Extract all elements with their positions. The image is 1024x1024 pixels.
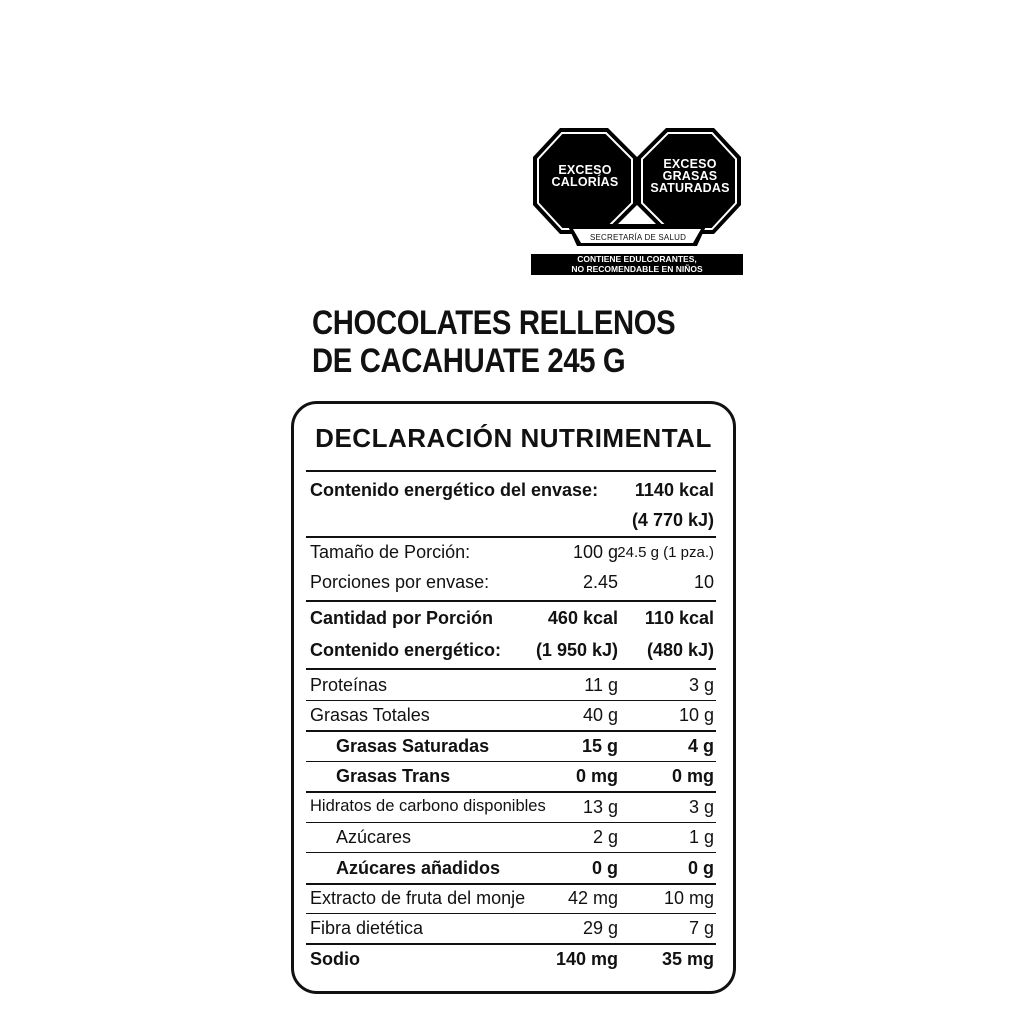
product-title-line: DE CACAHUATE 245 G [312,342,626,380]
health-secretariat-label: SECRETARÍA DE SALUD [589,233,687,242]
warning-seals [531,126,743,276]
nutrient-label: Grasas Totales [310,705,430,725]
energy-content-value-portion: (480 kJ) [646,640,714,660]
portions-value-100g: 2.45 [582,572,618,592]
divider [306,761,716,762]
nutrient-value-100g: 0 g [591,858,618,878]
nutrient-value-100g: 15 g [581,736,618,756]
nutrition-facts-panel [291,401,736,994]
serving-label: Tamaño de Porción: [310,542,471,562]
quantity-value-portion: 110 kcal [644,608,714,628]
warning-line: NO RECOMENDABLE EN NIÑOS [571,263,703,274]
nutrient-label: Azúcares añadidos [336,858,501,878]
nutrient-value-portion: 3 g [688,797,714,817]
nutrient-value-portion: 0 mg [671,766,714,786]
divider [306,600,716,602]
nutrient-value-100g: 140 mg [555,949,618,969]
seal-text-line: SATURADAS [650,181,730,195]
seal-excess-calories [543,164,627,188]
nutrient-value-portion: 3 g [688,675,714,695]
portions-label: Porciones por envase: [310,572,490,592]
nutrient-value-100g: 42 mg [567,888,618,908]
nutrient-value-100g: 13 g [582,797,618,817]
divider [306,536,716,538]
energy-content-value-100g: (1 950 kJ) [535,640,618,660]
nutrient-label: Fibra dietética [310,918,424,938]
seal-text-line: EXCESO [663,157,717,171]
divider [306,791,716,793]
nutrient-label: Sodio [310,949,360,969]
quantity-value-100g: 460 kcal [547,608,618,628]
divider [306,470,716,472]
nutrient-value-portion: 10 g [678,705,714,725]
serving-value-100g: 100 g [572,542,618,562]
nutrient-value-portion: 1 g [688,827,714,847]
nutrient-label: Grasas Trans [336,766,451,786]
product-title [312,304,675,380]
energy-kcal: 1140 kcal [634,480,714,500]
divider [306,700,716,701]
warning-line: CONTIENE EDULCORANTES, [577,254,697,264]
product-title-line: CHOCOLATES RELLENOS [312,304,676,342]
nutrient-label: Hidratos de carbono disponibles [310,797,546,815]
nutrient-label: Azúcares [336,827,412,847]
nutrient-value-portion: 0 g [687,858,714,878]
divider [306,883,716,885]
divider [306,913,716,914]
serving-value-portion: 24.5 g (1 pza.) [617,544,714,561]
nutrient-value-100g: 40 g [582,705,618,725]
divider [306,943,716,945]
nutrient-value-portion: 10 mg [663,888,714,908]
nutrient-value-100g: 0 mg [575,766,618,786]
nutrient-label: Grasas Saturadas [336,736,490,756]
nutrient-label: Extracto de fruta del monje [310,888,526,908]
energy-content-label: Contenido energético: [310,640,502,660]
nutrient-value-100g: 29 g [582,918,618,938]
divider [306,822,716,823]
seal-text-line: EXCESO [558,163,612,177]
seal-text-line: GRASAS [662,169,718,183]
divider [306,668,716,670]
panel-title: DECLARACIÓN NUTRIMENTAL [315,423,712,453]
sweetener-warning-banner [531,254,743,275]
nutrient-value-portion: 4 g [687,736,714,756]
energy-label: Contenido energético del envase: [310,480,599,500]
divider [306,852,716,853]
energy-kj: (4 770 kJ) [631,510,714,530]
seal-text-line: CALORÍAS [551,175,619,189]
seal-excess-saturated-fat [648,158,732,194]
quantity-label: Cantidad por Porción [310,608,494,628]
nutrient-label: Proteínas [310,675,388,695]
nutrient-value-portion: 7 g [688,918,714,938]
divider [306,730,716,732]
nutrient-value-100g: 11 g [584,675,618,695]
nutrient-value-100g: 2 g [592,827,618,847]
nutrient-value-portion: 35 mg [661,949,714,969]
portions-value-portion: 10 [693,572,714,592]
